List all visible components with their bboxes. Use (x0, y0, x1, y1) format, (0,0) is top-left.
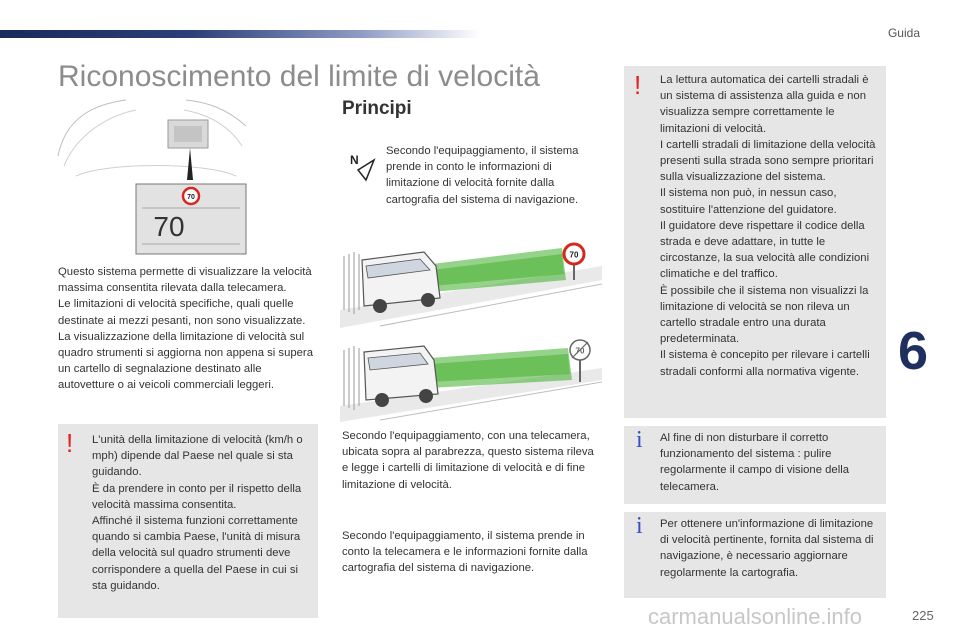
section-label: Guida (887, 26, 920, 40)
warning-paragraph: È da prendere in conto per il rispetto della velocità massima consentita. (92, 482, 302, 511)
section-heading-principi: Principi (342, 98, 412, 119)
warning-paragraph: La lettura automatica dei cartelli stradali è un sistema di assistenza alla guida e non visualizza sempre correttamente le limitazioni di velocità. (660, 74, 869, 135)
footer-watermark: carmanualsonline.info (648, 604, 863, 629)
warning-paragraph: Il sistema è concepito per rilevare i cartelli stradali conformi alla normativa vigente. (660, 349, 870, 378)
page-number: 225 (912, 608, 934, 623)
camera-description (342, 428, 597, 493)
sign-value: 70 (575, 346, 585, 356)
van-camera-illustration (340, 240, 602, 328)
intro-text (58, 264, 318, 394)
info-icon: i (636, 513, 643, 539)
info-icon: i (636, 427, 643, 453)
intro-paragraph: Questo sistema permette di visualizzare la velocità massima consentita rilevata dalla telecamera. (58, 266, 312, 295)
intro-paragraph: La visualizzazione della limitazione di velocità sul quadro strumenti si aggiorna non appena si supera un cartello di segnalazione destinato alle autovetture o ai veicoli commerciali leggeri. (58, 330, 313, 392)
chapter-number: 6 (898, 321, 929, 381)
warning-panel-reading (624, 66, 886, 418)
warning-paragraph: Il guidatore deve rispettare il codice della strada e deve adattare, in tutte le circostanze, la sua velocità alle condizioni climatiche e del traffico. (660, 219, 870, 281)
intro-paragraph: Le limitazioni di velocità specifiche, quali quelle destinate ai mezzi pesanti, non sono visualizzate. (58, 298, 306, 327)
camera-nav-description (342, 528, 602, 577)
warning-icon: ! (634, 70, 642, 100)
warning-paragraph: È possibile che il sistema non visualizzi la limitazione di velocità se non rileva un cartello stradale entro una durata predeterminata. (660, 284, 869, 346)
page-title: Riconoscimento del limite di velocità (58, 60, 540, 93)
warning-paragraph: Affinché il sistema funzioni correttamente quando si cambia Paese, l'unità di misura della velocità sul quadro strumenti deve corrispondere a quella del Paese in cui si sta guidando. (92, 515, 301, 592)
svg-text:N: N (350, 153, 359, 167)
note-navigation (386, 143, 600, 208)
warning-panel-units (58, 424, 318, 618)
info-paragraph: Al fine di non disturbare il corretto funzionamento del sistema : pulire regolarmente il campo di visione della telecamera. (660, 432, 850, 493)
info-paragraph: Per ottenere un'informazione di limitazione di velocità pertinente, fornita dal sistema di navigazione, è necessario aggiornare regolarmente la cartografia. (660, 518, 874, 579)
header-color-bar (0, 30, 480, 38)
camera-paragraph: Secondo l'equipaggiamento, con una telecamera, ubicata sopra al parabrezza, questo sistema rileva e legge i cartelli di limitazione di velocità e di fine limitazione di velocità. (342, 430, 594, 491)
warning-paragraph: L'unità della limitazione di velocità (km/h o mph) dipende dal Paese nel quale si sta guidando. (92, 434, 303, 479)
sign-value: 70 (569, 250, 579, 260)
display-speed-value: 70 (153, 211, 185, 242)
dashboard-speed-display-illustration (56, 96, 248, 256)
warning-paragraph: I cartelli stradali di limitazione della velocità presenti sulla strada sono sempre prioritari sulla visualizzazione del sistema. (660, 138, 876, 184)
camera-nav-paragraph: Secondo l'equipaggiamento, il sistema prende in conto la telecamera e le informazioni fornite dalla cartografia del sistema di navigazione. (342, 530, 588, 575)
info-panel-map-update (624, 512, 886, 598)
van-end-limit-illustration (340, 336, 602, 422)
warning-icon: ! (66, 428, 74, 458)
note-pen-icon (348, 152, 376, 182)
note-paragraph: Secondo l'equipaggiamento, il sistema prende in conto le informazioni di limitazione di velocità fornite dalla cartografia del sistema di navigazione. (386, 145, 579, 206)
info-panel-cleaning (624, 426, 886, 504)
warning-paragraph: Il sistema non può, in nessun caso, sostituire l'attenzione del guidatore. (660, 187, 837, 216)
sign-value-small: 70 (187, 194, 195, 201)
